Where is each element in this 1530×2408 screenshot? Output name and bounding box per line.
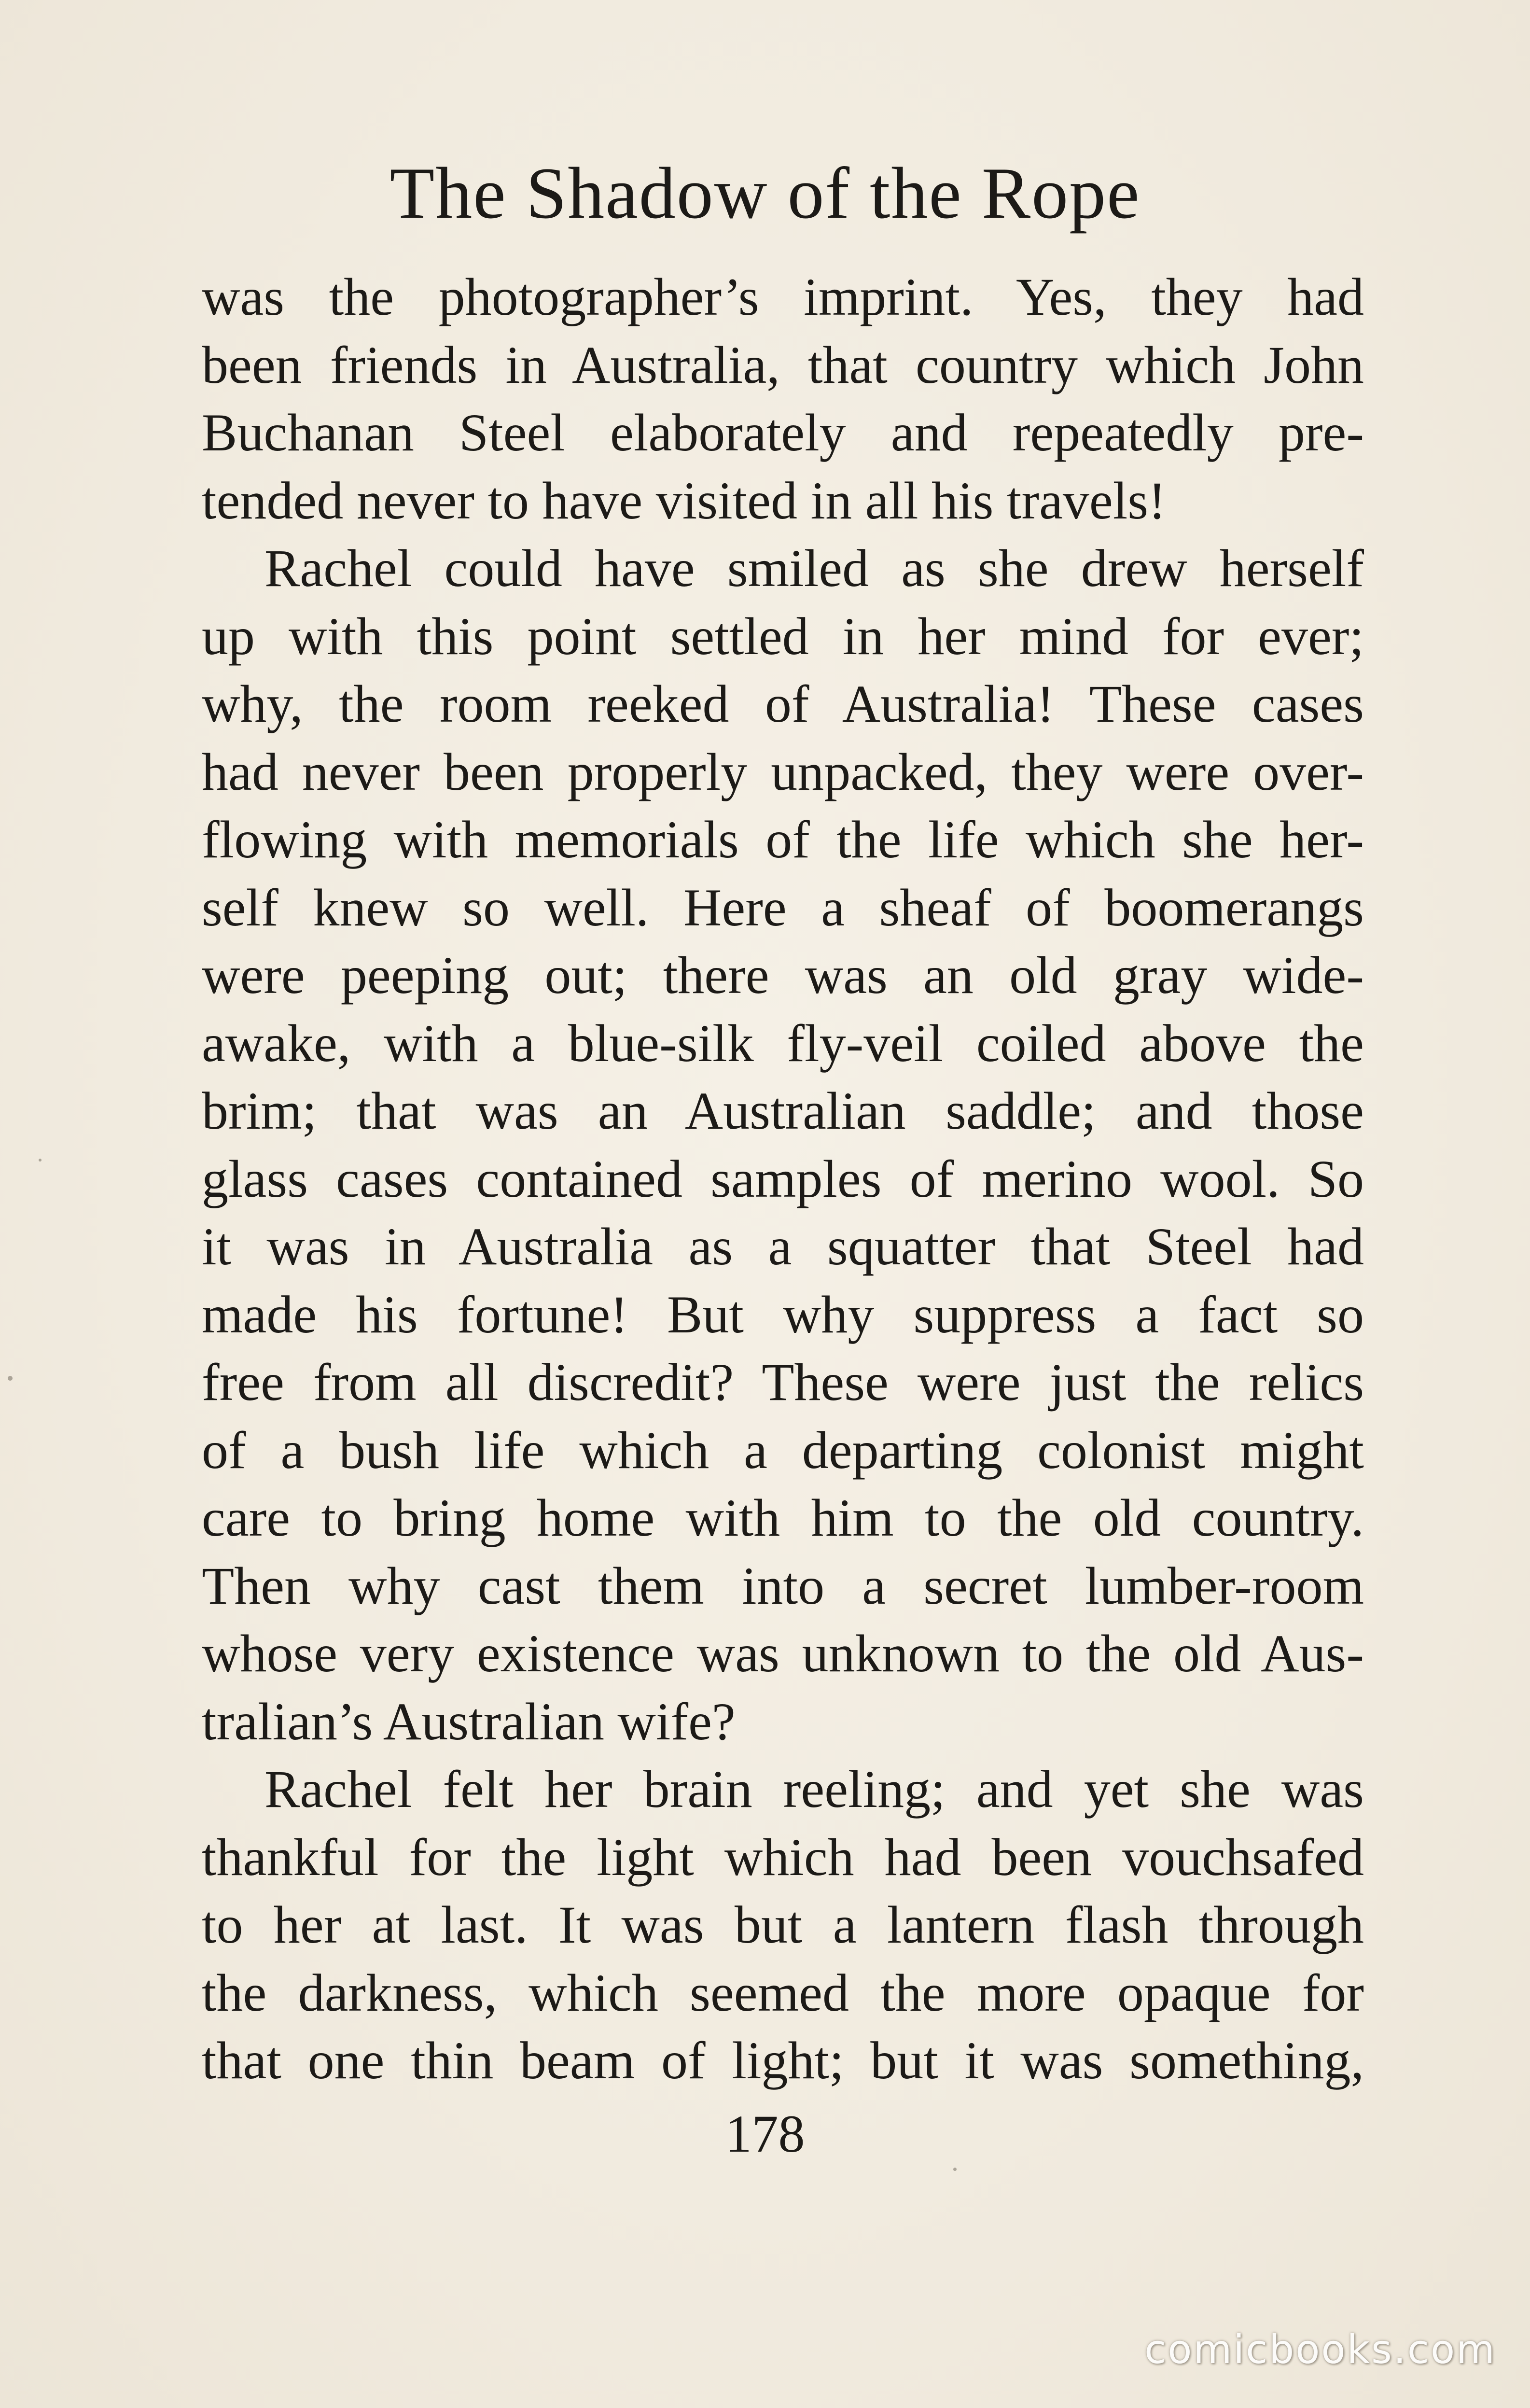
paper-speck [8, 1376, 13, 1381]
text-line: it was in Australia as a squatter that Steel had [202, 1217, 1364, 1276]
text-line: thankful for the light which had been vouchsafed [202, 1827, 1364, 1887]
text-line: why, the room reeked of Australia! These cases [202, 674, 1364, 733]
text-line: flowing with memorials of the life which she her- [202, 810, 1364, 869]
running-title: The Shadow of the Rope [389, 153, 1141, 234]
text-line: Rachel felt her brain reeling; and yet she was [264, 1760, 1364, 1819]
text-line: the darkness, which seemed the more opaque for [202, 1963, 1364, 2022]
text-line: self knew so well. Here a sheaf of boomerangs [202, 878, 1364, 937]
text-line: had never been properly unpacked, they were over- [202, 742, 1364, 801]
text-line: been friends in Australia, that country which John [202, 335, 1364, 394]
text-line: were peeping out; there was an old gray wide- [202, 946, 1364, 1005]
text-line: tralian’s Australian wife? [202, 1692, 736, 1751]
text-line: made his fortune! But why suppress a fact so [202, 1285, 1364, 1344]
text-line: free from all discredit? These were just the relics [202, 1353, 1364, 1412]
body-text [202, 263, 1364, 2095]
text-line: up with this point settled in her mind for ever; [202, 606, 1364, 666]
page-number: 178 [725, 2104, 805, 2163]
text-line: Then why cast them into a secret lumber-room [202, 1556, 1364, 1615]
text-line: whose very existence was unknown to the old Aus- [202, 1624, 1364, 1683]
paper-speck [39, 1159, 42, 1162]
text-line: was the photographer’s imprint. Yes, they had [202, 267, 1364, 326]
text-line: awake, with a blue-silk fly-veil coiled above the [202, 1013, 1364, 1073]
text-line: Rachel could have smiled as she drew herself [264, 539, 1364, 598]
text-line: of a bush life which a departing colonist might [202, 1420, 1364, 1480]
paper-speck [953, 2168, 957, 2171]
text-line: brim; that was an Australian saddle; and those [202, 1081, 1364, 1140]
watermark-logo: comicbooks.com [1144, 2327, 1496, 2373]
text-line: glass cases contained samples of merino wool. So [202, 1149, 1364, 1208]
text-line: Buchanan Steel elaborately and repeatedly pre- [202, 403, 1364, 462]
text-line: care to bring home with him to the old country. [202, 1488, 1364, 1547]
text-line: to her at last. It was but a lantern flash through [202, 1895, 1364, 1954]
text-line: that one thin beam of light; but it was something, [202, 2031, 1364, 2090]
text-line: tended never to have visited in all his travels! [202, 471, 1166, 530]
